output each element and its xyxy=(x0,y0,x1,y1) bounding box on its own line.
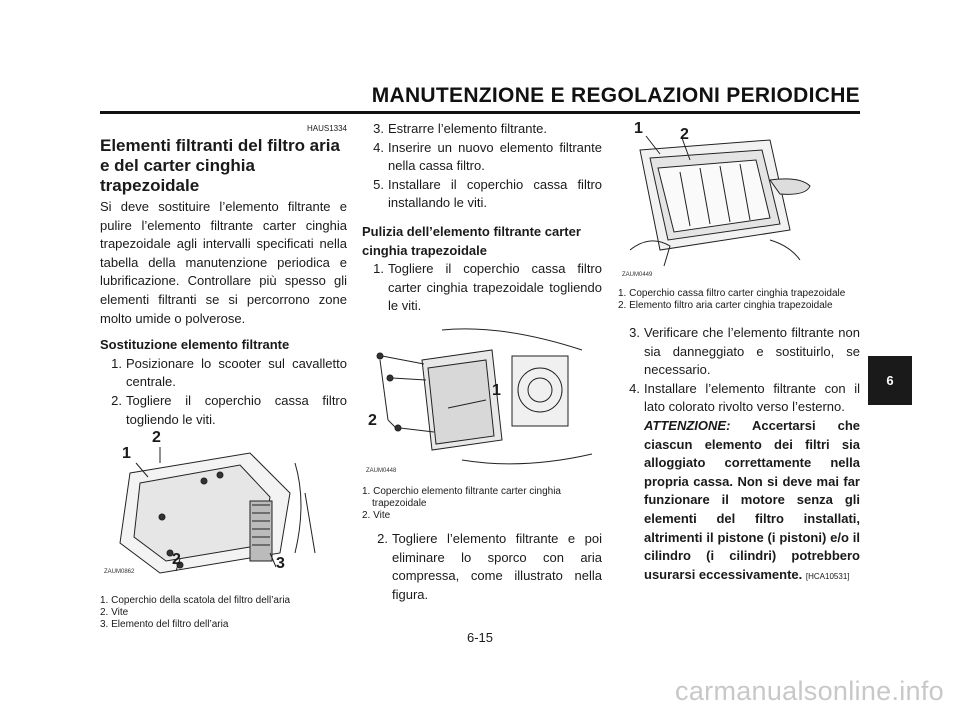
compressed-air-illustration xyxy=(620,120,816,278)
caption-line: 1. Coperchio elemento filtrante carter cinghia trapezoidale xyxy=(362,485,561,509)
subheading-clean: Pulizia dell’elemento filtrante carter cinghia trapezoidale xyxy=(362,223,581,258)
step-number: 1. xyxy=(373,261,384,277)
caption-line: 2. Vite xyxy=(362,509,391,521)
column-3 xyxy=(618,120,860,586)
warning-label: ATTENZIONE: xyxy=(644,417,731,433)
callout-3: 3 xyxy=(276,555,285,573)
warning-block xyxy=(618,417,860,586)
figure-code: ZAUM0449 xyxy=(622,272,653,278)
header-rule xyxy=(100,111,860,114)
page-number: 6-15 xyxy=(466,630,494,645)
callout-1: 1 xyxy=(634,120,643,137)
step-item xyxy=(100,392,347,429)
step-number: 3. xyxy=(629,325,640,340)
figure-compressed-air xyxy=(620,120,816,278)
step-text: Estrarre l’elemento filtrante. xyxy=(388,121,547,136)
figure-code: ZAUM0448 xyxy=(366,467,397,474)
figure-air-filter-cover xyxy=(100,429,320,589)
step-number: 1. xyxy=(111,355,122,371)
column-2 xyxy=(362,120,602,604)
warning-text: Accertarsi che ciascun elemento dei filtri sia alloggiato correttamente nella propria cassa. Non si deve mai far funzionare il motore senza gli elementi del filtro installati, altrimenti il pistone (i pistoni) e/o il cilindro (i cilindri) potrebbero usurarsi eccessivamente. xyxy=(644,417,860,582)
step-item xyxy=(618,324,860,380)
step-item xyxy=(618,380,860,417)
step-text: Togliere il coperchio cassa filtro carter cinghia trapezoidale togliendo le viti. xyxy=(388,261,602,314)
step-item xyxy=(362,139,602,176)
step-number: 2. xyxy=(111,392,122,408)
watermark: carmanualsonline.info xyxy=(675,676,944,706)
step-text: Posizionare lo scooter sul cavalletto centrale. xyxy=(126,355,347,390)
step-item xyxy=(362,176,602,213)
caption-line: 3. Elemento del filtro dell’aria xyxy=(100,619,229,631)
caption-line: 1. Coperchio cassa filtro carter cinghia trapezoidale xyxy=(618,288,846,299)
column-1 xyxy=(100,120,347,631)
step-number: 4. xyxy=(629,380,640,396)
step-text: Togliere l’elemento filtrante e poi eliminare lo sporco con aria compressa, come illustrato nella figura. xyxy=(392,530,602,602)
step-text: Inserire un nuovo elemento filtrante nella cassa filtro. xyxy=(388,139,602,174)
figure-code: ZAUM0862 xyxy=(104,569,135,576)
callout-2: 2 xyxy=(680,126,689,143)
step-item xyxy=(362,260,602,316)
callout-2: 2 xyxy=(152,429,161,447)
warning-code: [HCA10531] xyxy=(805,571,850,581)
step-text: Verificare che l’elemento filtrante non sia danneggiato e sostituirlo, se necessario. xyxy=(644,325,860,378)
chapter-tab: 6 xyxy=(868,356,912,405)
section-code: HAUS1334 xyxy=(306,124,347,133)
caption-line: 1. Coperchio della scatola del filtro dell’aria xyxy=(100,595,291,607)
step-text: Installare l’elemento filtrante con il lato colorato rivolto verso l’esterno. xyxy=(644,380,860,415)
step-item xyxy=(362,530,602,604)
intro-paragraph: Si deve sostituire l’elemento filtrante e pulire l’elemento filtrante carter cinghia trapezoidale agli intervalli specificati nella tabella della manutenzione periodica e lubrificazione. Controllare più spesso gli elementi filtranti se si percorrono zone molto umide o polverose. xyxy=(100,199,347,326)
figure-caption xyxy=(618,288,860,312)
callout-2b: 2 xyxy=(172,551,181,569)
step-item xyxy=(362,120,602,139)
caption-line: 2. Elemento filtro aria carter cinghia trapezoidale xyxy=(618,300,833,311)
callout-1: 1 xyxy=(492,381,501,399)
step-number: 4. xyxy=(373,139,384,155)
belt-case-illustration xyxy=(362,320,598,480)
callout-2: 2 xyxy=(368,411,377,429)
figure-belt-filter-cover xyxy=(362,320,598,480)
caption-line: 2. Vite xyxy=(100,607,129,619)
step-number: 3. xyxy=(373,121,384,136)
step-number: 5. xyxy=(373,176,384,192)
page-header-title: MANUTENZIONE E REGOLAZIONI PERIODICHE xyxy=(371,84,860,107)
callout-1: 1 xyxy=(122,445,131,463)
step-text: Togliere il coperchio cassa filtro togliendo le viti. xyxy=(126,392,347,427)
subheading-replace: Sostituzione elemento filtrante xyxy=(100,337,290,353)
figure-caption xyxy=(100,595,347,631)
step-text: Installare il coperchio cassa filtro installando le viti. xyxy=(388,176,602,211)
section-heading: Elementi filtranti del filtro aria e del carter cinghia trapezoidale xyxy=(100,136,340,195)
figure-caption xyxy=(362,486,602,522)
step-number: 2. xyxy=(377,530,388,546)
step-item xyxy=(100,355,347,392)
